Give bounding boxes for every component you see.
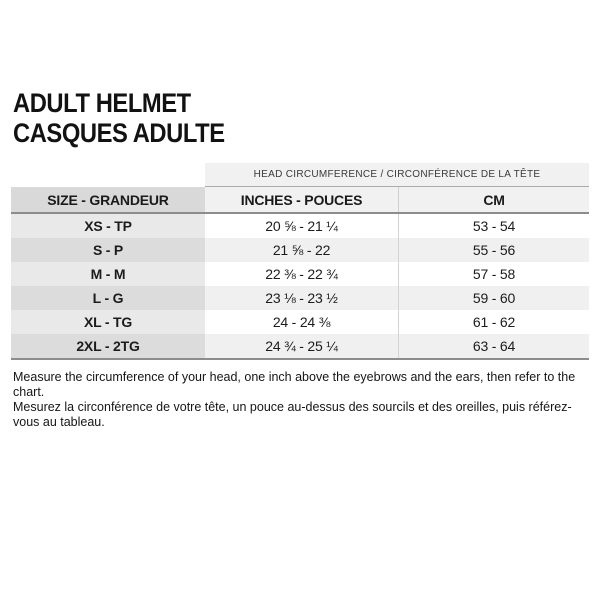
title-line-french: CASQUES ADULTE	[13, 118, 225, 148]
table-row-xs	[11, 214, 589, 238]
cm-value: 63 - 64	[398, 334, 589, 358]
page-title	[13, 88, 225, 148]
table-row-m	[11, 262, 589, 286]
size-label: 2XL - 2TG	[11, 334, 205, 358]
size-label: XS - TP	[11, 214, 205, 238]
table-header-row	[11, 187, 589, 214]
size-label: L - G	[11, 286, 205, 310]
size-table	[11, 163, 589, 360]
inches-value: 20 ⅝ - 21 ¼	[205, 214, 398, 238]
head-circumference-header-row	[11, 163, 589, 187]
measure-instructions	[13, 370, 587, 430]
size-table-grid	[11, 187, 589, 360]
inches-value: 21 ⅝ - 22	[205, 238, 398, 262]
size-label: M - M	[11, 262, 205, 286]
size-label: S - P	[11, 238, 205, 262]
head-circumference-header: HEAD CIRCUMFERENCE / CIRCONFÉRENCE DE LA TÊTE	[205, 163, 589, 187]
inches-value: 24 ¾ - 25 ¼	[205, 334, 398, 358]
inches-value: 23 ⅛ - 23 ½	[205, 286, 398, 310]
inches-value: 22 ⅜ - 22 ¾	[205, 262, 398, 286]
size-label: XL - TG	[11, 310, 205, 334]
table-row-2xl	[11, 334, 589, 358]
cm-value: 57 - 58	[398, 262, 589, 286]
instruction-french: Mesurez la circonférence de votre tête, un pouce au-dessus des sourcils et des oreilles, puis référez-vous au tableau.	[13, 400, 572, 429]
column-header-inches: INCHES - POUCES	[205, 187, 398, 212]
header-spacer	[11, 163, 205, 187]
column-header-cm: CM	[398, 187, 589, 212]
table-row-s	[11, 238, 589, 262]
table-row-xl	[11, 310, 589, 334]
column-header-size: SIZE - GRANDEUR	[11, 187, 205, 212]
cm-value: 55 - 56	[398, 238, 589, 262]
table-row-l	[11, 286, 589, 310]
inches-value: 24 - 24 ⅜	[205, 310, 398, 334]
instruction-english: Measure the circumference of your head, one inch above the eyebrows and the ears, then refer to the chart.	[13, 370, 576, 399]
title-line-english: ADULT HELMET	[13, 88, 191, 118]
cm-value: 61 - 62	[398, 310, 589, 334]
cm-value: 53 - 54	[398, 214, 589, 238]
cm-value: 59 - 60	[398, 286, 589, 310]
